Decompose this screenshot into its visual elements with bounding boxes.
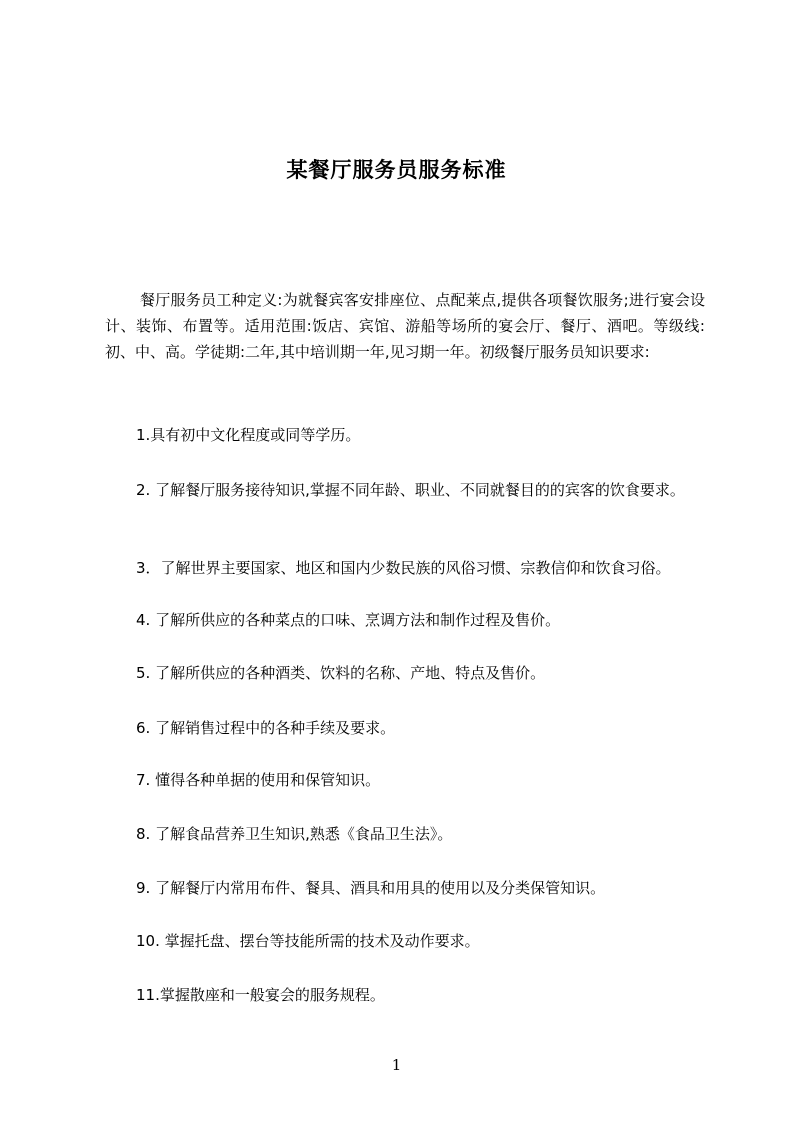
knowledge-item-3: 3．了解世界主要国家、地区和国内少数民族的风俗习惯、宗教信仰和饮食习俗。 xyxy=(136,559,671,577)
intro-paragraph: 餐厅服务员工种定义:为就餐宾客安排座位、点配莱点,提供各项餐饮服务;进行宴会设计、装饰、布置等。适用范围:饭店、宾馆、游船等场所的宴会厅、餐厅、酒吧。等级线:初、中、高。学徒期:二年,其中培训期一年,见习期一年。初级餐厅服务员知识要求: xyxy=(105,291,705,361)
knowledge-item-1: 1.具有初中文化程度或同等学历。 xyxy=(136,426,361,444)
knowledge-item-9: 9. 了解餐厅内常用布件、餐具、酒具和用具的使用以及分类保管知识。 xyxy=(136,879,606,897)
page-number: 1 xyxy=(391,1056,402,1074)
knowledge-item-6: 6. 了解销售过程中的各种手续及要求。 xyxy=(136,719,396,737)
knowledge-item-7: 7. 懂得各种单据的使用和保管知识。 xyxy=(136,771,381,789)
knowledge-item-4: 4. 了解所供应的各种菜点的口味、烹调方法和制作过程及售价。 xyxy=(136,611,561,629)
knowledge-item-5: 5. 了解所供应的各种酒类、饮料的名称、产地、特点及售价。 xyxy=(136,664,546,682)
knowledge-item-8: 8. 了解食品营养卫生知识,熟悉《食品卫生法》。 xyxy=(136,825,453,843)
knowledge-item-2: 2. 了解餐厅服务接待知识,掌握不同年龄、职业、不同就餐目的的宾客的饮食要求。 xyxy=(136,481,685,499)
document-title: 某餐厅服务员服务标准 xyxy=(286,158,507,183)
knowledge-item-11: 11.掌握散座和一般宴会的服务规程。 xyxy=(136,986,385,1004)
knowledge-item-10: 10. 掌握托盘、摆台等技能所需的技术及动作要求。 xyxy=(136,932,480,950)
